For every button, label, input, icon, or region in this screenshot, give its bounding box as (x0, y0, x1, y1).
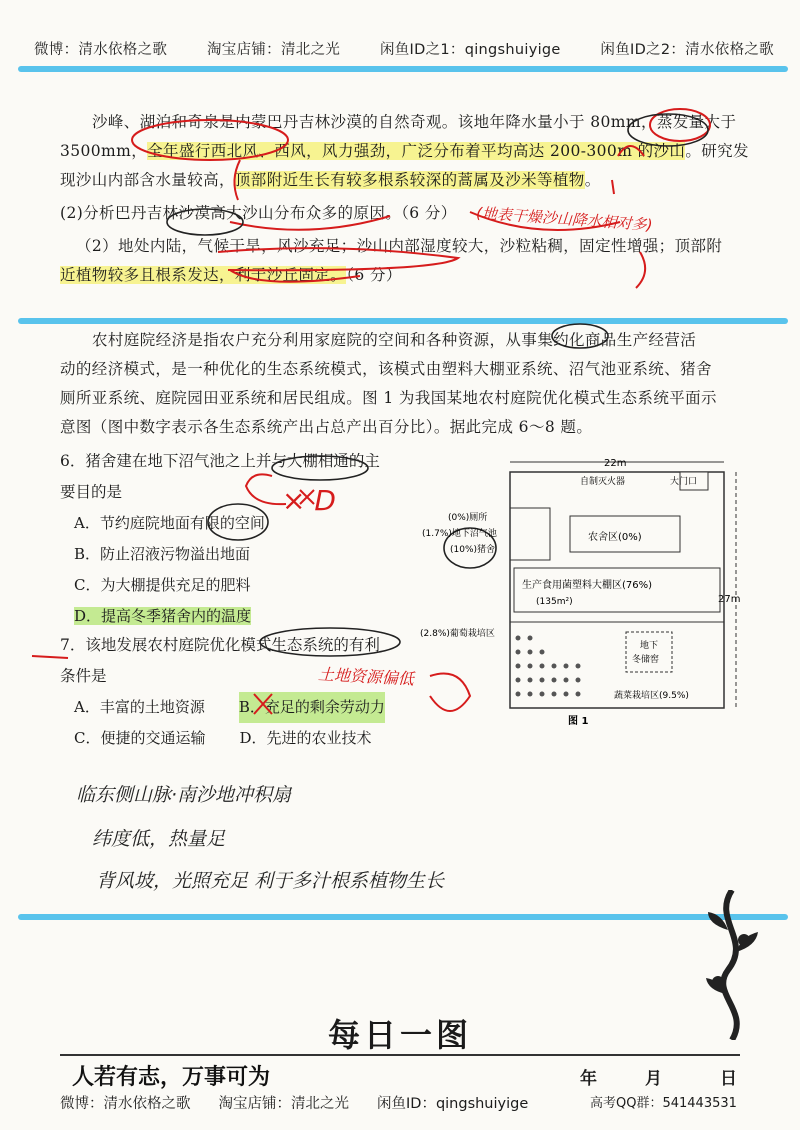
cellar-label-2: 冬储窖 (632, 655, 660, 665)
passage-2-line-1: 农村庭院经济是指农户充分利用家庭院的空间和各种资源，从事集约化商品生产经营活 (92, 331, 697, 349)
stove-label: 自制灭火器 (580, 477, 626, 487)
cellar-label-1: 地下 (640, 641, 659, 651)
q7-option-b: B．充足的剩余劳动力 (239, 692, 385, 723)
q6-option-c: C．为大棚提供充足的肥料 (74, 576, 251, 594)
grape-label: (2.8%)葡萄栽培区 (420, 629, 495, 639)
width-label: 22m (604, 458, 627, 469)
figure-caption: 图 1 (568, 716, 589, 727)
handwriting-line-2: 纬度低，热量足 (92, 828, 226, 850)
red-note-sand: (地表干燥沙山降水相对多) (475, 203, 654, 235)
cellar-box (626, 632, 672, 672)
q6-stem-1: 6．猪舍建在地下沼气池之上并与大棚相通的主 (60, 452, 380, 470)
toilet-label: (0%)厕所 (448, 513, 488, 523)
biogas-label: (1.7%)地下沼气池 (422, 529, 497, 539)
footer-qq: 高考QQ群：541443531 (590, 1096, 737, 1111)
highlight-answer: 近植物较多且根系发达，利于沙丘固定。 (60, 266, 347, 284)
pigsty-box (510, 508, 550, 560)
q7-stem-1: 7．该地发展农村庭院优化模式生态系统的有利 (60, 636, 380, 654)
q7-option-d: D．先进的农业技术 (239, 729, 372, 747)
footer-year: 年 (580, 1069, 597, 1089)
highlight-plants: 顶部附近生长有较多根系较深的蒿属及沙米等植物 (234, 171, 585, 189)
handwriting-line-3: 背风坡，光照充足 利于多汁根系植物生长 (96, 870, 445, 892)
passage-1-answer-line-1: （2）地处内陆，气候干旱，风沙充足；沙山内部湿度较大，沙粒粘稠，固定性增强；顶部附 (76, 237, 723, 255)
header-xianyu-1: 闲鱼ID之1：qingshuiyige (379, 42, 561, 58)
header-taobao: 淘宝店铺：清北之光 (206, 42, 341, 58)
footer-xianyu: 闲鱼ID：qingshuiyige (377, 1096, 529, 1112)
grape-area-dots (516, 636, 581, 697)
q7-red-note: 土地资源偏低 (317, 664, 415, 689)
footer-taobao: 淘宝店铺：清北之光 (218, 1096, 349, 1112)
gate-label: 大门口 (670, 477, 698, 487)
q6-option-b: B．防止沼液污物溢出地面 (74, 545, 251, 563)
passage-1-answer-line-2: 近植物较多且根系发达，利于沙丘固定。（6 分） (60, 266, 402, 284)
dorm-label: 农舍区(0%) (588, 532, 642, 543)
greenhouse-area-label: (135m²) (536, 597, 573, 607)
passage-2-line-2: 动的经济模式，是一种优化的生态系统模式，该模式由塑料大棚亚系统、沼气池亚系统、猪舍 (60, 360, 712, 378)
motto: 人若有志，万事可为 (72, 1065, 271, 1090)
passage-1-question: (2)分析巴丹吉林沙漠高大沙山分布众多的原因。（6 分） (60, 204, 457, 222)
footer-day: 日 (720, 1069, 737, 1089)
pigsty-label: (10%)猪舍 (450, 545, 496, 555)
q6-option-a: A．节约庭院地面有限的空间 (74, 514, 265, 532)
header-weibo: 微博：清水依格之歌 (34, 42, 168, 58)
q7-option-c: C．便捷的交通运输 (74, 729, 206, 747)
passage-2-line-3: 厕所亚系统、庭院园田亚系统和居民组成。图 1 为我国某地农村庭院优化模式生态系统平面示 (60, 389, 717, 407)
header-xianyu-2: 闲鱼ID之2：清水依格之歌 (600, 42, 774, 58)
q7-option-a: A．丰富的土地资源 (74, 698, 205, 716)
daily-title: 每日一图 (327, 1016, 472, 1054)
q6-stem-2: 要目的是 (60, 483, 123, 501)
handwriting-line-1: 临东侧山脉·南沙地冲积扇 (76, 784, 292, 806)
footer-rule (60, 1054, 740, 1056)
q7-stem-2: 条件是 (60, 667, 107, 685)
divider-stripe-bottom (18, 914, 788, 920)
highlight-wind: 全年盛行西北风、西风，风力强劲，广泛分布着平均高达 200-300m 的沙山 (147, 142, 686, 160)
q6-option-d: D．提高冬季猪舍内的温度 (74, 607, 252, 625)
vegetable-label: 蔬菜栽培区(9.5%) (614, 691, 689, 701)
height-label: 27m (718, 594, 741, 605)
passage-1-line-2: 3500mm，全年盛行西北风、西风，风力强劲，广泛分布着平均高达 200-300m 的沙山。研究发 (60, 142, 749, 160)
footer-month: 月 (645, 1069, 662, 1089)
figure-1-diagram (418, 452, 748, 732)
passage-2-line-4: 意图（图中数字表示各生态系统产出占总产出百分比）。据此完成 6～8 题。 (60, 418, 593, 436)
greenhouse-label: 生产食用菌塑料大棚区(76%) (522, 580, 653, 591)
passage-1-line-1: 沙峰、湖泊和奇泉是内蒙巴丹吉林沙漠的自然奇观。该地年降水量小于 80mm，蒸发量大于 (92, 113, 737, 131)
passage-1-line-3: 现沙山内部含水量较高，顶部附近生长有较多根系较深的蒿属及沙米等植物。 (60, 171, 601, 189)
q6-red-mark: × D (282, 484, 336, 517)
footer-weibo: 微博：清水依格之歌 (60, 1096, 191, 1112)
